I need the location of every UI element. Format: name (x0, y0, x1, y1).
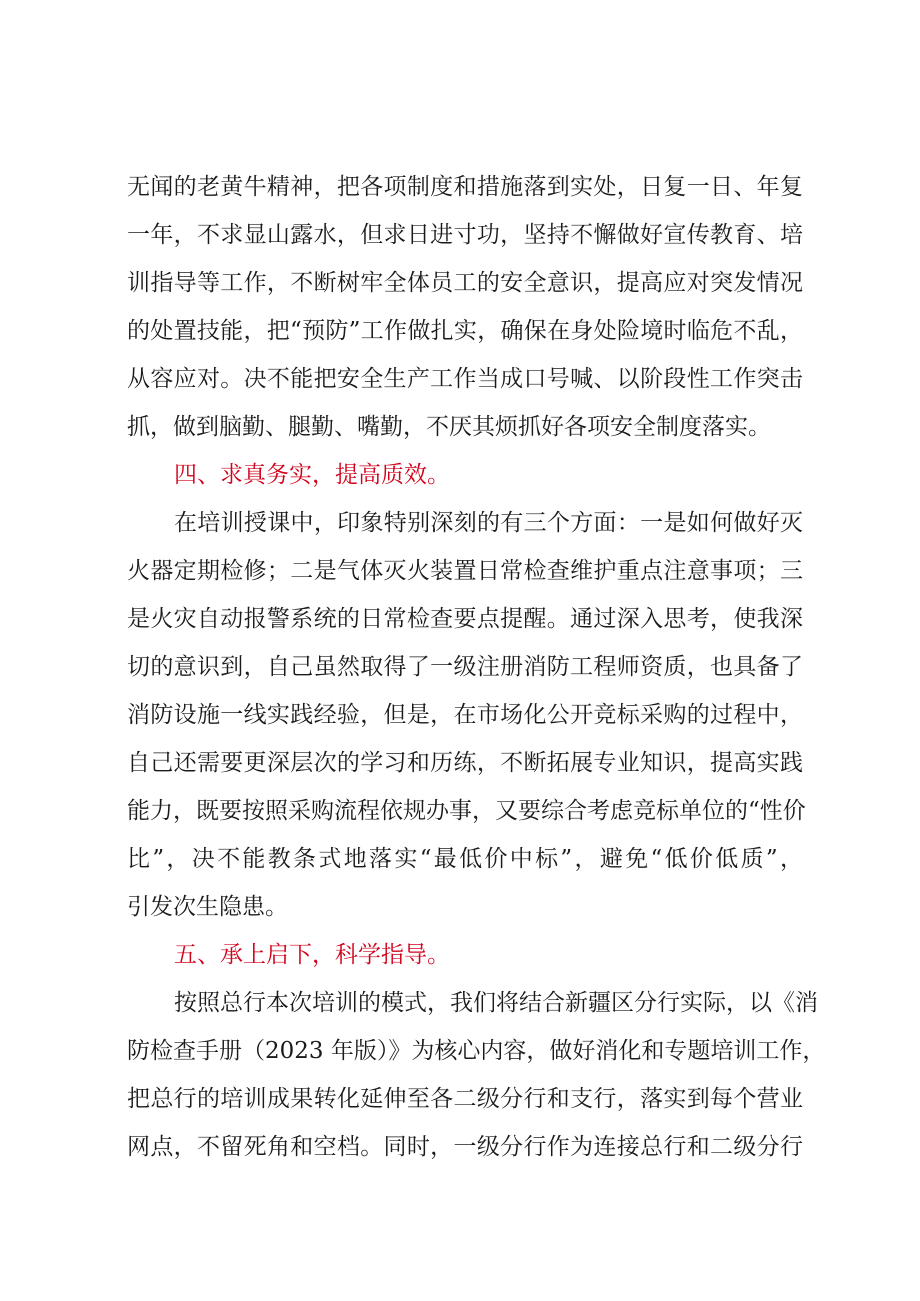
paragraph-line: 比”，决不能教条式地落实“最低价中标”，避免“低价低质”， (127, 846, 803, 872)
paragraph-line: 一年，不求显山露水，但求日进寸功，坚持不懈做好宣传教育、培 (127, 222, 803, 248)
paragraph-line: 的处置技能，把“预防”工作做扎实，确保在身处险境时临危不乱， (127, 318, 803, 344)
paragraph-line: 能力，既要按照采购流程依规办事，又要综合考虑竞标单位的“性价 (127, 798, 806, 824)
paragraph-line: 引发次生隐患。 (127, 894, 288, 920)
paragraph-line: 是火灾自动报警系统的日常检查要点提醒。通过深入思考，使我深 (127, 606, 803, 632)
paragraph-line: 防检查手册（2023 年版）》为核心内容，做好消化和专题培训工作， (127, 1038, 826, 1064)
section-heading-5: 五、承上启下，科学指导。 (174, 942, 450, 968)
paragraph-line: 消防设施一线实践经验，但是，在市场化公开竞标采购的过程中， (127, 702, 803, 728)
paragraph-line: 在培训授课中，印象特别深刻的有三个方面：一是如何做好灭 (174, 510, 803, 536)
paragraph-line: 把总行的培训成果转化延伸至各二级分行和支行，落实到每个营业 (127, 1086, 803, 1112)
paragraph-line: 切的意识到，自己虽然取得了一级注册消防工程师资质，也具备了 (127, 654, 803, 680)
section-heading-4: 四、求真务实，提高质效。 (174, 462, 450, 488)
paragraph-line: 抓，做到脑勤、腿勤、嘴勤，不厌其烦抓好各项安全制度落实。 (127, 414, 771, 440)
paragraph-line: 从容应对。决不能把安全生产工作当成口号喊、以阶段性工作突击 (127, 366, 803, 392)
paragraph-line: 无闻的老黄牛精神，把各项制度和措施落到实处，日复一日、年复 (127, 174, 803, 200)
paragraph-line: 自己还需要更深层次的学习和历练，不断拓展专业知识，提高实践 (127, 750, 803, 776)
paragraph-line: 火器定期检修；二是气体灭火装置日常检查维护重点注意事项；三 (127, 558, 803, 584)
paragraph-line: 训指导等工作，不断树牢全体员工的安全意识，提高应对突发情况 (127, 270, 803, 296)
paragraph-line: 按照总行本次培训的模式，我们将结合新疆区分行实际，以《消 (174, 990, 818, 1016)
paragraph-line: 网点，不留死角和空档。同时，一级分行作为连接总行和二级分行 (127, 1134, 803, 1160)
